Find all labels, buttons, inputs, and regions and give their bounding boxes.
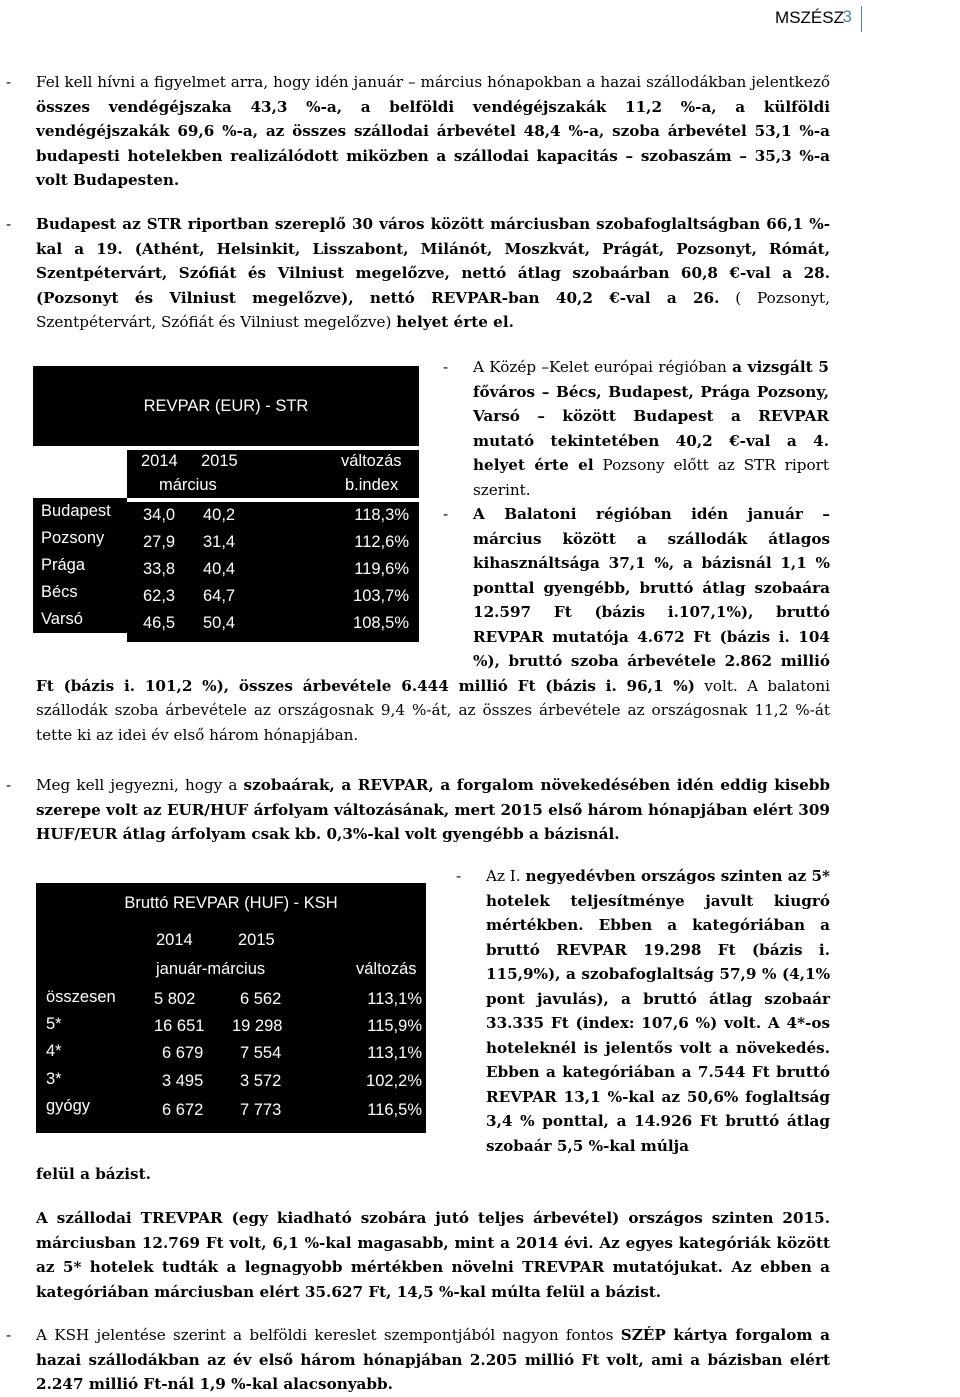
page-header: [660, 0, 960, 36]
table-cell: 5 802: [154, 990, 196, 1008]
paragraph-balaton-body: [36, 502, 830, 747]
table-cell: 103,7%: [353, 587, 409, 605]
column-header-month: március: [159, 476, 217, 494]
bullet-dash: -: [6, 776, 12, 794]
table-cell: 113,1%: [367, 990, 422, 1008]
table-row-label: Varsó: [33, 606, 127, 633]
paragraph-bold-text: összes vendégéjszaka 43,3 %-a, a belföldi vendégéjszakák 11,2 %-a, a külföldi vendégéjszakák 69,6 %-a, az összes szállodai árbevétel 48,4 %-a, szoba árbevétel 53,1 %-a budapesti hotelekben realizálódott miközben a szállodai kapacitás – szobaszám – 35,3 %-a volt Budapesten.: [36, 97, 830, 189]
table-cell: 46,5: [143, 614, 176, 632]
page-number: 3: [842, 7, 852, 26]
table-cell: 19 298: [232, 1017, 283, 1035]
table-row-label: összesen: [46, 988, 116, 1006]
column-header-change: változás: [341, 452, 402, 470]
paragraph-bold-text: SZÉP kártya forgalom a hazai szállodákban az év első három hónapjában 2.205 millió Ft volt, ami a bázisban elért 2.247 millió Ft-nál 1,9 %-kal alacsonyabb.: [36, 1326, 830, 1393]
column-header-2014: 2014: [156, 931, 193, 949]
table-cell: 16 651: [154, 1017, 205, 1035]
paragraph-str-ranking: [6, 212, 830, 335]
table-title: REVPAR (EUR) - STR: [33, 366, 419, 446]
paragraph-bold-text: helyet érte el.: [396, 313, 514, 331]
table-row-label: 4*: [46, 1042, 62, 1060]
paragraph-bold-text: szobaárak, a REVPAR, a forgalom növekedésében idén eddig kisebb szerepe volt az EUR/HUF árfolyam változásának, mert 2015 első három hónapjában elért 309 HUF/EUR átlag árfolyam csak kb. 0,3%-kal volt gyengébb a bázisnál.: [36, 776, 830, 843]
bullet-dash: -: [6, 73, 12, 91]
table-row-label: 3*: [46, 1070, 62, 1088]
table-cell: 6 672: [162, 1101, 204, 1119]
table-cell: 112,6%: [354, 533, 409, 551]
table-cell: 40,2: [203, 506, 236, 524]
float-spacer: [36, 502, 473, 673]
table-row-label: Budapest: [33, 498, 127, 525]
table-row-label: 5*: [46, 1015, 62, 1033]
table-cell: 31,4: [203, 533, 236, 551]
table-cell: 115,9%: [367, 1017, 422, 1035]
table-cell: 34,0: [143, 506, 176, 524]
paragraph-bold-text: a vizsgált 5 főváros – Bécs, Budapest, Prága Pozsony, Varsó – között Budapest a REVPAR mutató tekintetében 40,2 €-val a 4. helyet érte el: [473, 358, 829, 474]
column-header-2015: 2015: [201, 452, 238, 470]
paragraph-text: Meg kell jegyezni, hogy a: [36, 776, 244, 794]
table-cell: 119,6%: [354, 560, 409, 578]
table-cell: 6 562: [240, 990, 282, 1008]
table-cell: 113,1%: [367, 1044, 422, 1062]
paragraph-text: volt. A balatoni szállodák szoba árbevétele az országosnak 9,4 %-át, az összes árbevétele az országosnak 11,2 %-át tette ki az idei év első három hónapjában.: [36, 676, 830, 744]
header-separator: [861, 6, 862, 32]
bullet-dash: -: [6, 215, 12, 233]
table-row-label: Bécs: [33, 579, 127, 606]
paragraph-exchange-rate: [6, 773, 830, 847]
paragraph-trevpar: [36, 1206, 830, 1304]
table-row-label: Pozsony: [33, 525, 127, 552]
table-cell: 40,4: [203, 560, 236, 578]
paragraph-text: A KSH jelentése szerint a belföldi kereslet szempontjából nagyon fontos: [36, 1326, 621, 1344]
paragraph-cee-region: [443, 355, 829, 502]
paragraph-text: Az I.: [486, 867, 526, 885]
table-cell: 62,3: [143, 587, 176, 605]
column-header-2015: 2015: [238, 931, 275, 949]
table-cell: 27,9: [143, 533, 176, 551]
table-cell: 64,7: [203, 587, 236, 605]
paragraph-text: A Közép –Kelet európai régióban: [473, 358, 733, 376]
table-cell: 7 554: [240, 1044, 282, 1062]
bullet-dash: -: [443, 358, 449, 376]
column-header-2014: 2014: [141, 452, 178, 470]
column-header-month: január-március: [156, 960, 266, 978]
revpar-huf-table: [36, 883, 426, 1133]
table-row-label: gyógy: [46, 1097, 91, 1115]
table-row-label: Prága: [33, 552, 127, 579]
paragraph-text: ( Pozsonyt, Szentpétervárt, Szófiát és Vilniust megelőzve): [36, 288, 830, 331]
paragraph-bold-text: negyedévben országos szinten az 5* hotelek teljesítménye javult kiugró mértékben. Ebben a kategóriában a bruttó REVPAR 19.298 Ft (bázis i. 115,9%), a szobafoglaltság 57,9 % (4,1% pont javulás), a bruttó átlag szobaár 33.335 Ft (index: 107,6 %) volt. A 4*-os hoteleknél is jelentős volt a növekedés. Ebben a kategóriában a 7.544 Ft bruttó REVPAR 13,1 %-kal az 50,6% foglaltság 3,4 % ponttal, a 14.926 Ft bruttó átlag szobaár 5,5 %-kal múlja: [486, 867, 831, 1155]
paragraph-bold-text: A szállodai TREVPAR (egy kiadható szobára jutó teljes árbevétel) országos szinten 2015. márciusban 12.769 Ft volt, 6,1 %-kal magasabb, mint a 2014 évi. Az egyes kategóriák között az 5* hotelek tudták a legnagyobb mértékben növelni TREVPAR mutatójukat. Az ebben a kategóriában márciusban elért 35.627 Ft, 14,5 %-kal múlta felül a bázist.: [36, 1209, 830, 1301]
column-header-change: változás: [356, 960, 417, 978]
table-cell: 116,5%: [367, 1101, 422, 1119]
paragraph-szep-card: [6, 1323, 830, 1397]
table-cell: 50,4: [203, 614, 236, 632]
journal-name: MSZÉSZ: [775, 8, 844, 27]
table-cell: 108,5%: [353, 614, 409, 632]
paragraph-capital-share: [6, 70, 830, 193]
column-header-index: b.index: [345, 476, 399, 494]
bullet-dash: -: [6, 1326, 12, 1344]
paragraph-bold-text: A Balatoni régióban idén január – március között a szállodák átlagos kihasználtsága 37,1 %, a bázisnál 1,1 % ponttal gyengébb, bruttó átlag szobaára 12.597 Ft (bázis i.107,1%), bruttó REVPAR mutatója 4.672 Ft (bázis i. 104 %), bruttó szoba árbevétele 2.862 millió Ft (bázis i. 101,2 %), összes árbevétele 6.444 millió Ft (bázis i. 96,1 %): [36, 505, 830, 695]
bullet-dash: -: [443, 505, 449, 523]
table-cell: 6 679: [162, 1044, 204, 1062]
paragraph-bold-text: Budapest az STR riportban szereplő 30 város között márciusban szobafoglaltságban 66,1 %-kal a 19. (Athént, Helsinkit, Lisszabont, Milánót, Moszkvát, Prágát, Pozsonyt, Rómát, Szentpétervárt, Szófiát és Vilniust megelőzve, nettó átlag szobaárban 60,8 €-val a 28. (Pozsonyt és Vilniust megelőzve), nettó REVPAR-ban 40,2 €-val a 26.: [36, 215, 830, 307]
paragraph-text: Pozsony előtt az STR riport szerint.: [473, 456, 829, 499]
table-cell: 102,2%: [366, 1072, 422, 1090]
paragraph-five-star-tail: felül a bázist.: [36, 1165, 151, 1183]
bullet-dash: -: [456, 867, 462, 885]
table-cell: 33,8: [143, 560, 176, 578]
paragraph-text: Fel kell hívni a figyelmet arra, hogy idén január – március hónapokban a hazai szállodákban jelentkező: [36, 73, 830, 91]
table-cell: 3 495: [162, 1072, 204, 1090]
table-cell: 3 572: [240, 1072, 282, 1090]
paragraph-five-star-hotels: [456, 864, 831, 1158]
table-cell: 7 773: [240, 1101, 282, 1119]
table-cell: 118,3%: [354, 506, 409, 524]
table-title: Bruttó REVPAR (HUF) - KSH: [36, 883, 426, 923]
